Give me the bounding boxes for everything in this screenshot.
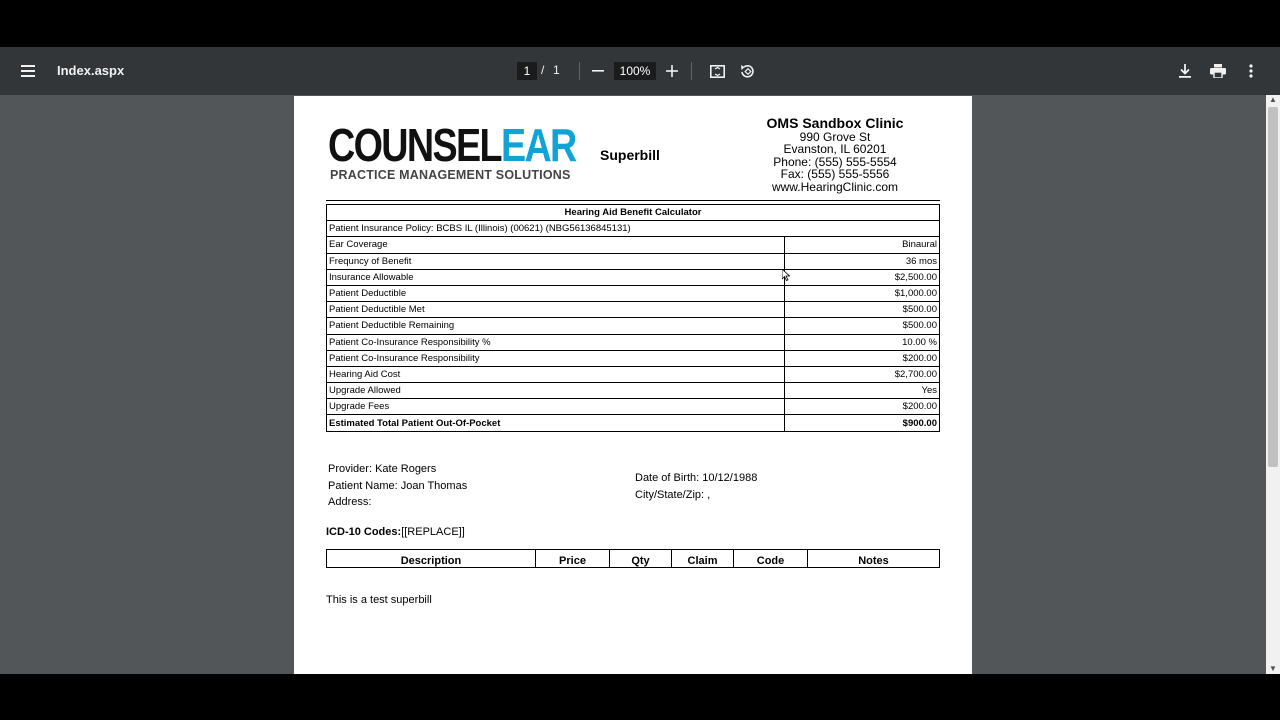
counselear-logo: COUNSELEAR (328, 119, 576, 171)
zoom-level-input[interactable]: 100% (614, 62, 656, 80)
scrollbar-thumb[interactable] (1268, 107, 1278, 467)
scroll-down-arrow-icon[interactable]: ▼ (1269, 664, 1277, 673)
pdf-viewer-toolbar (0, 47, 1280, 95)
total-value: $900.00 (785, 415, 940, 431)
clinic-address-block (742, 116, 928, 193)
table-row (327, 302, 940, 318)
clinic-website: www.HearingClinic.com (771, 179, 899, 194)
column-header: Qty (610, 550, 672, 568)
patient-name: Patient Name: Joan Thomas (328, 479, 468, 492)
icd-label: ICD-10 Codes: (326, 526, 402, 538)
fit-page-button[interactable] (705, 59, 729, 83)
provider: Provider: Kate Rogers (328, 463, 437, 475)
total-row (327, 415, 940, 431)
row-value: $500.00 (785, 318, 940, 334)
hamburger-menu-icon[interactable] (16, 59, 40, 83)
table-row (327, 334, 940, 350)
clinic-name: OMS Sandbox Clinic (766, 115, 904, 131)
row-value: $500.00 (785, 302, 940, 318)
row-value: $2,700.00 (785, 366, 940, 382)
date-of-birth: Date of Birth: 10/12/1988 (635, 472, 758, 484)
fit-page-icon (710, 65, 725, 78)
row-label: Upgrade Fees (327, 399, 785, 415)
row-value: 10.00 % (785, 334, 940, 350)
clinic-city: Evanston, IL 60201 (783, 142, 887, 157)
file-name: Index.aspx (57, 63, 125, 78)
clinic-phone: Phone: (555) 555-5554 (773, 154, 897, 169)
superbill-note: This is a test superbill (326, 594, 432, 606)
download-button[interactable] (1173, 59, 1197, 83)
row-value: $200.00 (785, 350, 940, 366)
vertical-scrollbar[interactable] (1266, 95, 1280, 674)
row-label: Patient Deductible Remaining (327, 318, 785, 334)
row-value: $2,500.00 (785, 269, 940, 285)
table-row (327, 237, 940, 253)
table-row (327, 350, 940, 366)
download-icon (1179, 64, 1191, 78)
rotate-icon (740, 64, 755, 79)
print-icon (1210, 64, 1226, 78)
line-items-table (326, 549, 940, 568)
table-row (327, 366, 940, 382)
more-options-button[interactable] (1239, 59, 1263, 83)
pdf-viewport[interactable] (0, 95, 1280, 674)
top-letterbox (0, 0, 1280, 46)
table-row (327, 383, 940, 399)
toolbar-divider (579, 62, 580, 80)
more-vert-icon (1249, 64, 1253, 78)
row-value: $200.00 (785, 399, 940, 415)
page-separator: / (541, 63, 545, 77)
calculator-title: Hearing Aid Benefit Calculator (327, 205, 940, 221)
row-label: Patient Deductible Met (327, 302, 785, 318)
row-value: 36 mos (785, 253, 940, 269)
row-label: Hearing Aid Cost (327, 366, 785, 382)
row-label: Ear Coverage (327, 237, 785, 253)
row-label: Insurance Allowable (327, 269, 785, 285)
row-label: Upgrade Allowed (327, 383, 785, 399)
column-header: Code (734, 550, 808, 568)
logo-tagline: PRACTICE MANAGEMENT SOLUTIONS (330, 168, 571, 182)
patient-info-left (328, 461, 467, 511)
icd-codes (326, 526, 465, 538)
insurance-policy: Patient Insurance Policy: BCBS IL (Illinois) (00621) (NBG56136845131) (327, 221, 940, 237)
column-header: Notes (808, 550, 940, 568)
row-label: Patient Co-Insurance Responsibility % (327, 334, 785, 350)
pdf-page (294, 96, 972, 674)
row-value: $1,000.00 (785, 285, 940, 301)
total-pages: 1 (553, 63, 560, 77)
current-page-input[interactable]: 1 (517, 62, 537, 80)
toolbar-divider (691, 62, 692, 80)
table-row (327, 399, 940, 415)
clinic-fax: Fax: (555) 555-5556 (780, 167, 890, 182)
header-rule (326, 200, 940, 201)
scroll-up-arrow-icon[interactable]: ▲ (1269, 95, 1277, 104)
row-label: Patient Deductible (327, 285, 785, 301)
column-header: Claim (672, 550, 734, 568)
icd-value: [[REPLACE]] (401, 526, 465, 538)
zoom-out-button[interactable] (586, 59, 610, 83)
patient-address: Address: (328, 496, 372, 508)
patient-info-right (635, 470, 757, 503)
benefit-calculator-table (326, 204, 940, 432)
zoom-in-button[interactable] (660, 59, 684, 83)
bottom-letterbox (0, 674, 1280, 720)
total-label: Estimated Total Patient Out-Of-Pocket (327, 415, 785, 431)
column-header: Description (327, 550, 536, 568)
row-value: Binaural (785, 237, 940, 253)
minus-icon (592, 70, 604, 72)
clinic-street: 990 Grove St (799, 130, 871, 144)
table-row (327, 253, 940, 269)
plus-icon (666, 65, 678, 77)
table-row (327, 318, 940, 334)
rotate-button[interactable] (735, 59, 759, 83)
table-row (327, 285, 940, 301)
table-row (327, 269, 940, 285)
document-title: Superbill (600, 147, 660, 163)
city-state-zip: City/State/Zip: , (635, 488, 711, 501)
column-header: Price (536, 550, 610, 568)
print-button[interactable] (1206, 59, 1230, 83)
row-value: Yes (785, 383, 940, 399)
row-label: Frequncy of Benefit (327, 253, 785, 269)
row-label: Patient Co-Insurance Responsibility (327, 350, 785, 366)
